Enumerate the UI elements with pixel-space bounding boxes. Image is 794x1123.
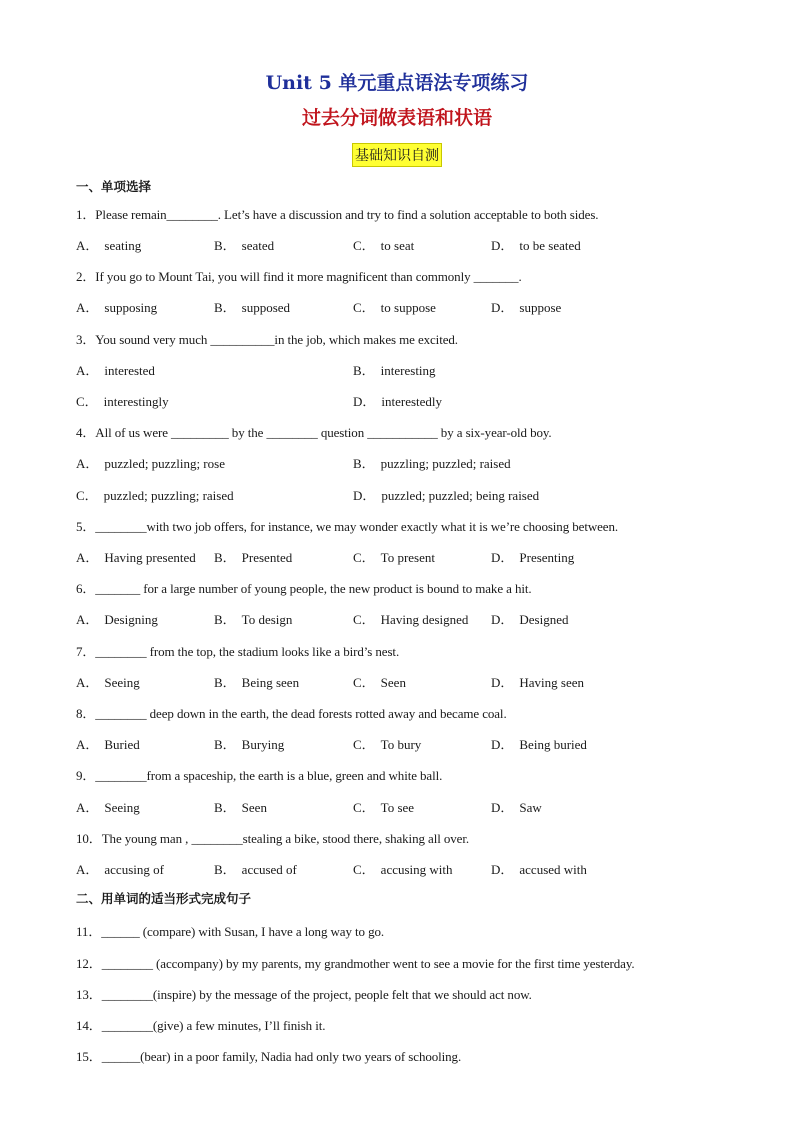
- option-letter: D．: [491, 675, 514, 690]
- option: [491, 797, 542, 816]
- option-letter: B．: [214, 612, 236, 627]
- option-text: interested: [104, 363, 155, 378]
- option-letter: A．: [76, 737, 99, 752]
- option: [76, 609, 158, 628]
- option-letter: D．: [491, 300, 514, 315]
- option-letter: A．: [76, 550, 99, 565]
- fill-in-question: 15．______(bear) in a poor family, Nadia had only two years of schooling.: [76, 1049, 462, 1064]
- option-letter: C．: [353, 238, 375, 253]
- option-text: puzzled; puzzled; being raised: [381, 488, 540, 503]
- option: [76, 297, 157, 316]
- option-letter: A．: [76, 612, 99, 627]
- option: [76, 360, 155, 379]
- option-text: Presenting: [519, 550, 575, 565]
- option: [76, 672, 140, 691]
- option: [76, 547, 196, 566]
- question-text: 6．_______ for a large number of young people, the new product is bound to make a hit.: [76, 581, 532, 596]
- option-text: To see: [380, 800, 415, 815]
- fill-in-question: 14．________(give) a few minutes, I’ll finish it.: [76, 1018, 326, 1033]
- question-text: 4．All of us were _________ by the ________ question ___________ by a six-year-old boy.: [76, 425, 552, 440]
- page-subtitle: 过去分词做表语和状语: [301, 107, 492, 129]
- option-text: Seen: [380, 675, 406, 690]
- option: [214, 235, 274, 254]
- option: [214, 672, 299, 691]
- option-text: to be seated: [519, 238, 581, 253]
- option: [76, 485, 234, 504]
- option-text: seated: [241, 238, 275, 253]
- option-letter: D．: [353, 488, 376, 503]
- option-text: to seat: [380, 238, 415, 253]
- option: [491, 547, 574, 566]
- option-text: puzzled; puzzling; rose: [104, 456, 225, 471]
- option-letter: C．: [76, 488, 98, 503]
- option: [353, 672, 406, 691]
- page-title: Unit 5 单元重点语法专项练习: [265, 72, 529, 94]
- option: [491, 734, 587, 753]
- question-text: 5．________with two job offers, for instance, we may wonder exactly what it is we’re choosing between.: [76, 519, 619, 534]
- highlight-badge: 基础知识自测: [352, 143, 442, 167]
- option-text: seating: [104, 238, 142, 253]
- option-letter: A．: [76, 456, 99, 471]
- option-text: supposed: [241, 300, 291, 315]
- option: [353, 797, 414, 816]
- question-text: 3．You sound very much __________in the job, which makes me excited.: [76, 332, 458, 347]
- question-text: 10．The young man , ________stealing a bike, stood there, shaking all over.: [76, 831, 469, 846]
- option-letter: B．: [214, 675, 236, 690]
- question-text: 2．If you go to Mount Tai, you will find it more magnificent than commonly _______.: [76, 269, 522, 284]
- fill-in-question: 12．________ (accompany) by my parents, my grandmother went to see a movie for the first time yesterday.: [76, 956, 635, 971]
- option-text: Having presented: [104, 550, 196, 565]
- option-letter: A．: [76, 675, 99, 690]
- option: [353, 547, 435, 566]
- option: [76, 235, 141, 254]
- option-letter: C．: [353, 800, 375, 815]
- option-text: puzzling; puzzled; raised: [380, 456, 511, 471]
- option-text: supposing: [104, 300, 158, 315]
- option-text: interesting: [380, 363, 436, 378]
- option-text: Seen: [241, 800, 267, 815]
- question-text: 8．________ deep down in the earth, the dead forests rotted away and became coal.: [76, 706, 507, 721]
- option-text: Having seen: [519, 675, 585, 690]
- option-letter: B．: [214, 550, 236, 565]
- option: [76, 453, 225, 472]
- question-text: 7．________ from the top, the stadium looks like a bird’s nest.: [76, 644, 400, 659]
- option-text: interestedly: [381, 394, 443, 409]
- option-letter: D．: [491, 550, 514, 565]
- option: [491, 297, 561, 316]
- option-letter: D．: [491, 862, 514, 877]
- option-text: To present: [380, 550, 435, 565]
- option-letter: B．: [353, 456, 375, 471]
- fill-in-question: 11．______ (compare) with Susan, I have a long way to go.: [76, 924, 385, 939]
- option: [491, 609, 569, 628]
- option: [353, 859, 453, 878]
- option-letter: D．: [491, 238, 514, 253]
- option-text: accused with: [519, 862, 587, 877]
- option-letter: C．: [353, 862, 375, 877]
- option: [353, 297, 436, 316]
- option-text: Being seen: [241, 675, 300, 690]
- option: [353, 609, 468, 628]
- option-text: Presented: [241, 550, 293, 565]
- option-letter: A．: [76, 238, 99, 253]
- option: [214, 547, 292, 566]
- option-text: Seeing: [104, 800, 140, 815]
- option-letter: B．: [214, 300, 236, 315]
- option-letter: C．: [353, 675, 375, 690]
- option: [214, 734, 284, 753]
- option-text: Saw: [519, 800, 542, 815]
- option-text: Having designed: [380, 612, 469, 627]
- option-text: To design: [241, 612, 293, 627]
- option: [76, 391, 169, 410]
- option-letter: C．: [353, 612, 375, 627]
- option-text: interestingly: [103, 394, 169, 409]
- option: [353, 360, 436, 379]
- section-heading: 一、单项选择: [76, 179, 152, 194]
- option-text: accusing with: [380, 862, 453, 877]
- option: [491, 859, 587, 878]
- option-letter: A．: [76, 363, 99, 378]
- option-letter: A．: [76, 862, 99, 877]
- option-letter: B．: [214, 862, 236, 877]
- option-text: suppose: [519, 300, 562, 315]
- option-letter: B．: [214, 800, 236, 815]
- option: [214, 797, 267, 816]
- option: [353, 734, 421, 753]
- option: [491, 672, 584, 691]
- option: [76, 859, 164, 878]
- option-text: Designed: [519, 612, 569, 627]
- option-text: Burying: [241, 737, 285, 752]
- option-letter: C．: [353, 550, 375, 565]
- option-letter: D．: [353, 394, 376, 409]
- option-text: Designing: [104, 612, 158, 627]
- option-letter: C．: [76, 394, 98, 409]
- option-text: accused of: [241, 862, 297, 877]
- option: [353, 453, 511, 472]
- option-letter: C．: [353, 737, 375, 752]
- option-text: Buried: [104, 737, 140, 752]
- option-text: puzzled; puzzling; raised: [103, 488, 234, 503]
- option-letter: B．: [353, 363, 375, 378]
- option: [353, 485, 539, 504]
- option-letter: C．: [353, 300, 375, 315]
- option: [353, 391, 442, 410]
- question-text: 1．Please remain________. Let’s have a discussion and try to find a solution acceptable to both sides.: [76, 207, 599, 222]
- option: [353, 235, 414, 254]
- option-text: To bury: [380, 737, 422, 752]
- fill-in-question: 13．________(inspire) by the message of the project, people felt that we should act now.: [76, 987, 532, 1002]
- section-heading: 二、用单词的适当形式完成句子: [76, 891, 252, 906]
- option-letter: A．: [76, 300, 99, 315]
- option-letter: D．: [491, 800, 514, 815]
- option: [76, 734, 140, 753]
- option-letter: B．: [214, 238, 236, 253]
- option-letter: A．: [76, 800, 99, 815]
- option-text: Being buried: [519, 737, 587, 752]
- option-letter: D．: [491, 612, 514, 627]
- option: [76, 797, 140, 816]
- option-text: Seeing: [104, 675, 140, 690]
- option: [214, 859, 297, 878]
- option-text: to suppose: [380, 300, 436, 315]
- option: [491, 235, 581, 254]
- option-letter: D．: [491, 737, 514, 752]
- question-text: 9．________from a spaceship, the earth is a blue, green and white ball.: [76, 768, 443, 783]
- option: [214, 297, 290, 316]
- option-letter: B．: [214, 737, 236, 752]
- option: [214, 609, 292, 628]
- option-text: accusing of: [104, 862, 164, 877]
